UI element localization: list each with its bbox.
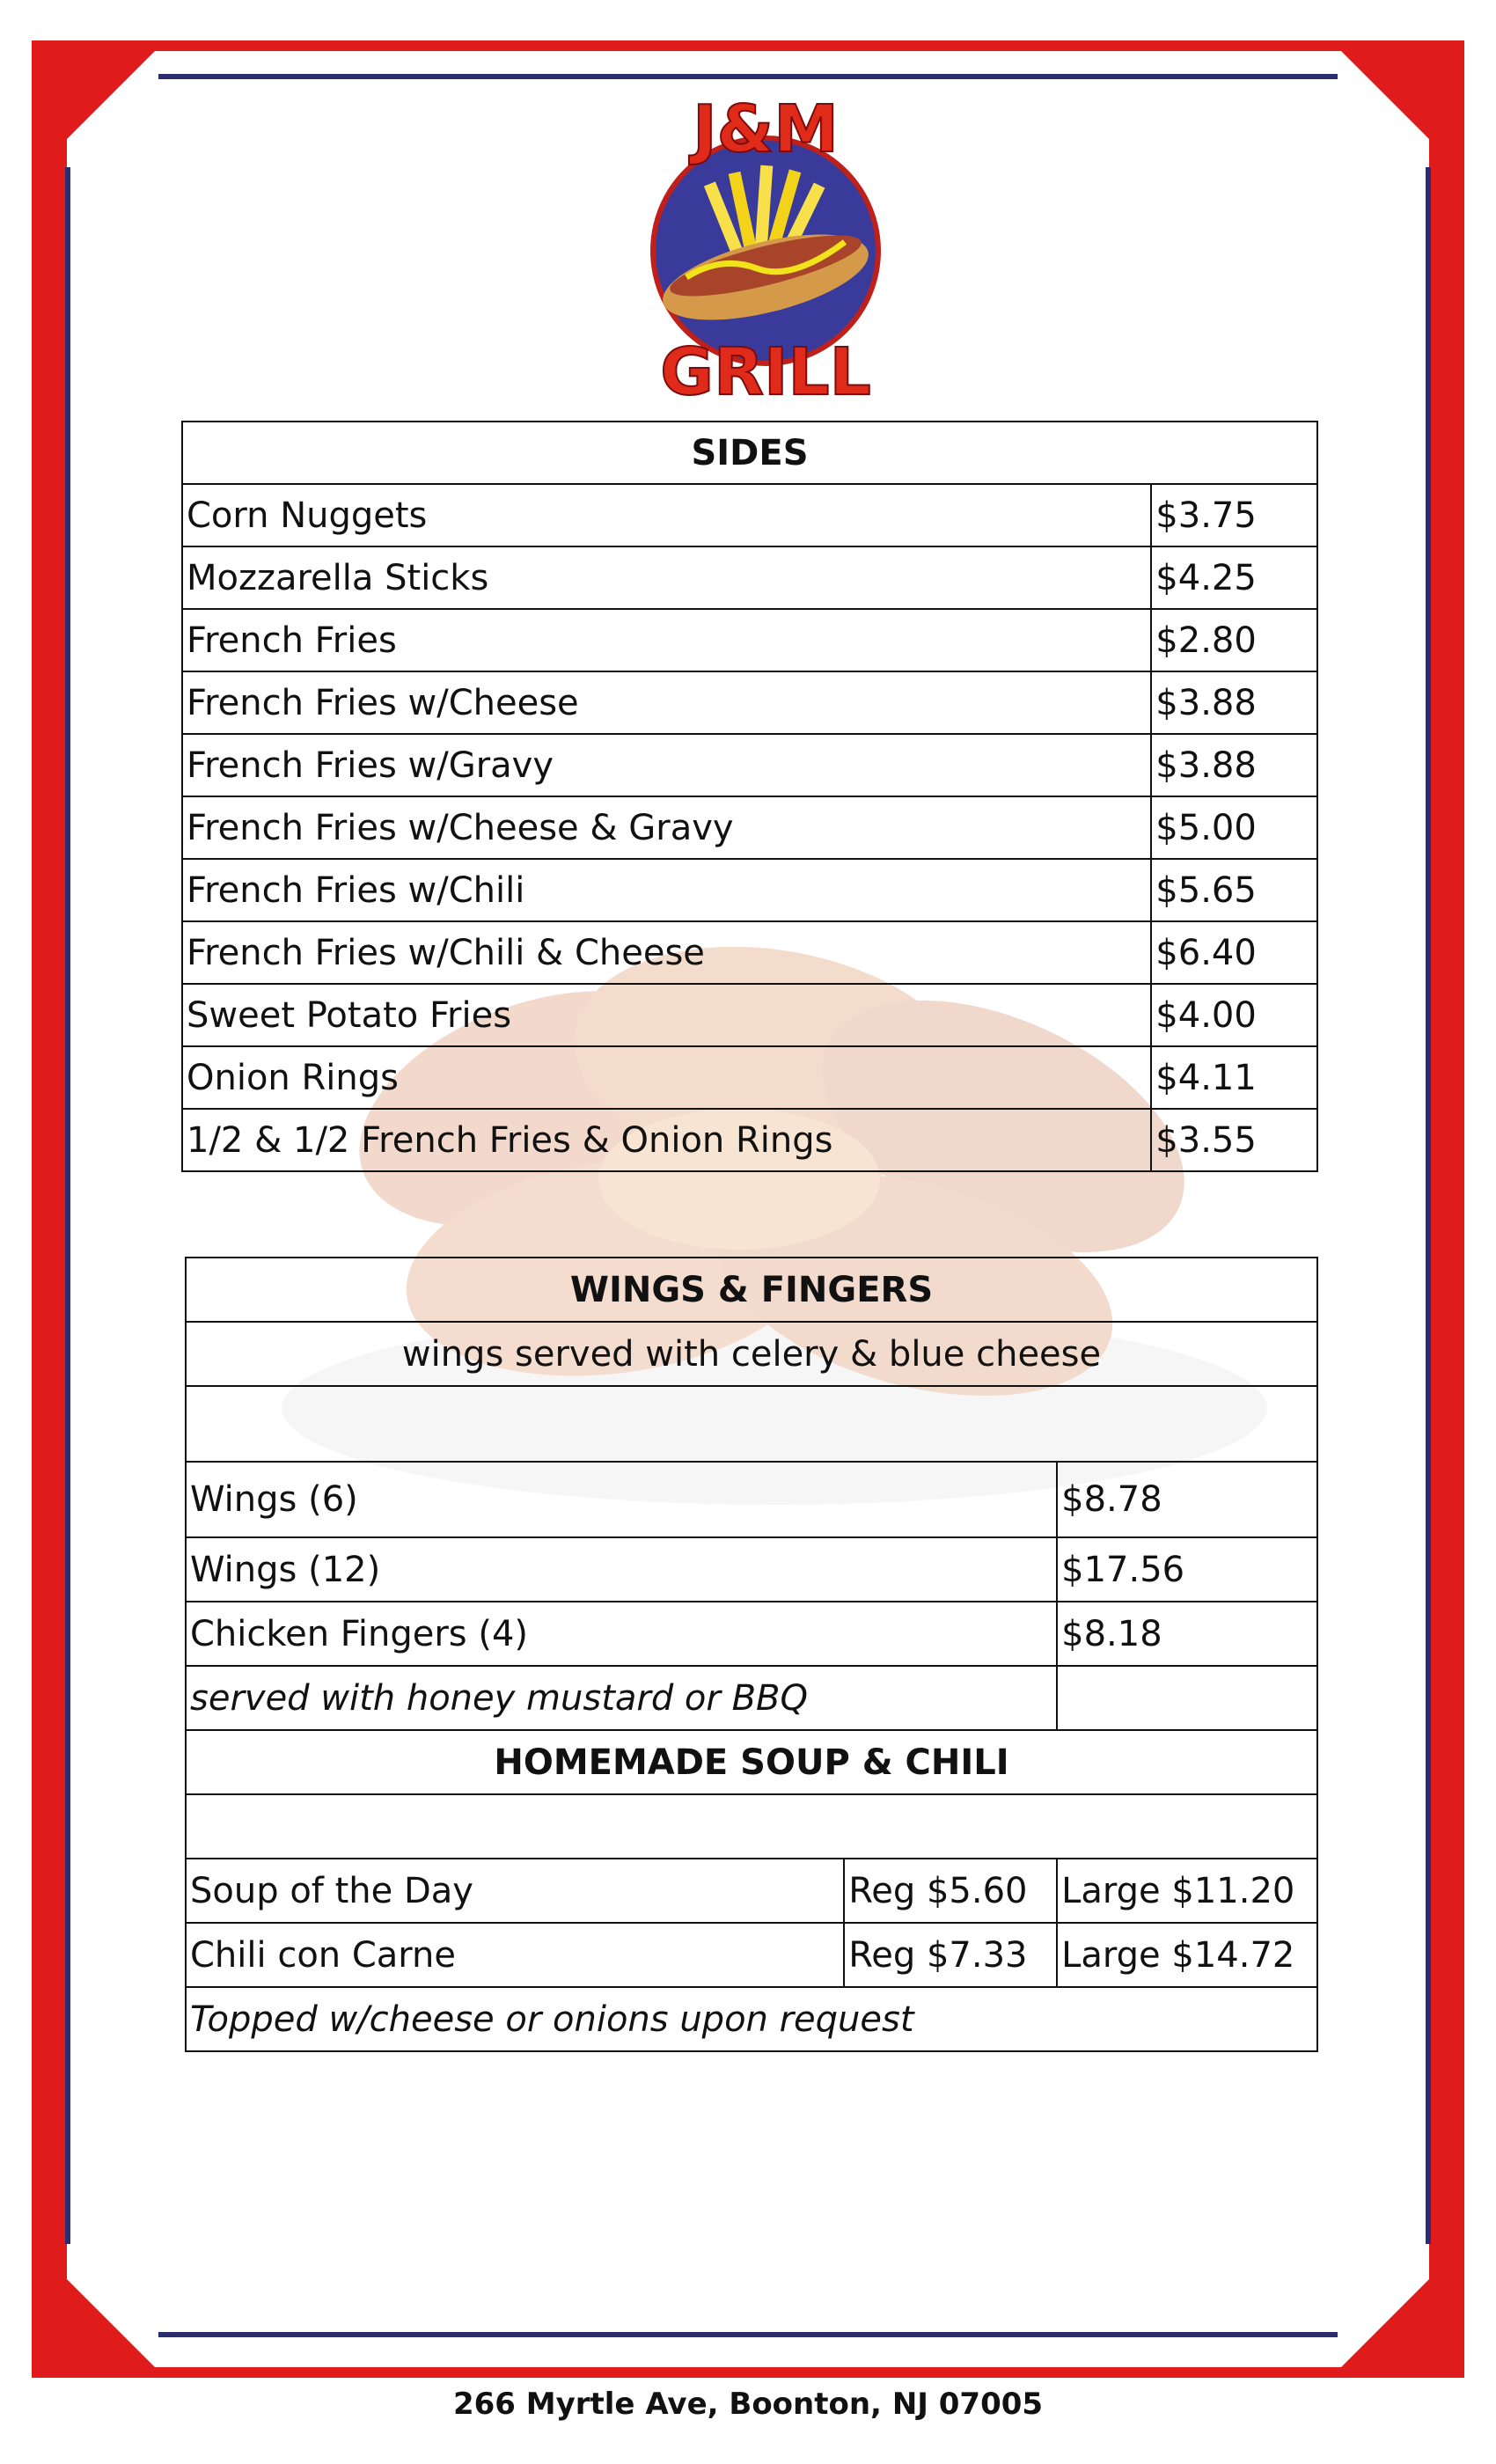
logo-text-bottom: GRILL bbox=[660, 334, 871, 405]
item-price-large: Large $11.20 bbox=[1057, 1859, 1317, 1923]
navy-top-line bbox=[158, 74, 1338, 79]
item-price: $3.88 bbox=[1151, 734, 1317, 796]
footer-address: 266 Myrtle Ave, Boonton, NJ 07005 bbox=[452, 2387, 1044, 2422]
item-price: $3.55 bbox=[1151, 1109, 1317, 1171]
empty-cell bbox=[1057, 1666, 1317, 1730]
item-price: $4.25 bbox=[1151, 546, 1317, 609]
blank-row bbox=[186, 1386, 1317, 1462]
sides-table bbox=[181, 421, 1318, 1172]
soup-item-row bbox=[186, 1859, 1317, 1923]
blank-row bbox=[186, 1794, 1317, 1859]
blank-cell bbox=[186, 1386, 1317, 1462]
item-name: French Fries w/Chili & Cheese bbox=[182, 921, 1151, 984]
item-name: Onion Rings bbox=[182, 1046, 1151, 1109]
menu-item-row bbox=[182, 671, 1317, 734]
navy-bottom-line bbox=[158, 2332, 1338, 2337]
navy-right-line bbox=[1426, 167, 1431, 2244]
soup-note: Topped w/cheese or onions upon request bbox=[186, 1987, 1317, 2051]
item-name: Corn Nuggets bbox=[182, 484, 1151, 546]
menu-item-row bbox=[186, 1462, 1317, 1537]
menu-item-row bbox=[182, 1109, 1317, 1171]
wings-subtitle: wings served with celery & blue cheese bbox=[186, 1322, 1317, 1386]
note-row bbox=[186, 1987, 1317, 2051]
menu-item-row bbox=[182, 984, 1317, 1046]
menu-item-row bbox=[182, 484, 1317, 546]
item-price: $3.88 bbox=[1151, 671, 1317, 734]
item-name: Sweet Potato Fries bbox=[182, 984, 1151, 1046]
wings-soup-table bbox=[185, 1257, 1318, 2052]
item-price-regular: Reg $7.33 bbox=[844, 1923, 1057, 1987]
item-name: Wings (6) bbox=[186, 1462, 1057, 1537]
navy-left-line bbox=[65, 167, 70, 2244]
item-price: $6.40 bbox=[1151, 921, 1317, 984]
item-name: Wings (12) bbox=[186, 1537, 1057, 1602]
menu-item-row bbox=[182, 1046, 1317, 1109]
wings-title: WINGS & FINGERS bbox=[186, 1258, 1317, 1322]
item-price: $2.80 bbox=[1151, 609, 1317, 671]
menu-item-row bbox=[182, 734, 1317, 796]
blank-cell bbox=[186, 1794, 1317, 1859]
item-price: $5.00 bbox=[1151, 796, 1317, 859]
menu-item-row bbox=[182, 859, 1317, 921]
item-price: $4.11 bbox=[1151, 1046, 1317, 1109]
menu-item-row bbox=[182, 546, 1317, 609]
note-row bbox=[186, 1666, 1317, 1730]
item-name: French Fries w/Cheese & Gravy bbox=[182, 796, 1151, 859]
soup-title: HOMEMADE SOUP & CHILI bbox=[186, 1730, 1317, 1794]
item-price-large: Large $14.72 bbox=[1057, 1923, 1317, 1987]
jm-grill-logo bbox=[634, 97, 898, 405]
item-name: French Fries w/Gravy bbox=[182, 734, 1151, 796]
logo-text-top: J&M bbox=[693, 97, 839, 167]
item-price: $8.18 bbox=[1057, 1602, 1317, 1666]
menu-item-row bbox=[186, 1602, 1317, 1666]
wings-subtitle-row bbox=[186, 1322, 1317, 1386]
soup-header-row bbox=[186, 1730, 1317, 1794]
item-price: $4.00 bbox=[1151, 984, 1317, 1046]
item-name: 1/2 & 1/2 French Fries & Onion Rings bbox=[182, 1109, 1151, 1171]
menu-item-row bbox=[182, 796, 1317, 859]
menu-item-row bbox=[186, 1537, 1317, 1602]
menu-item-row bbox=[182, 609, 1317, 671]
menu-item-row bbox=[182, 921, 1317, 984]
item-price-regular: Reg $5.60 bbox=[844, 1859, 1057, 1923]
sides-header-row bbox=[182, 422, 1317, 484]
item-name: Chili con Carne bbox=[186, 1923, 844, 1987]
item-name: French Fries w/Cheese bbox=[182, 671, 1151, 734]
item-price: $8.78 bbox=[1057, 1462, 1317, 1537]
item-price: $5.65 bbox=[1151, 859, 1317, 921]
item-name: Mozzarella Sticks bbox=[182, 546, 1151, 609]
item-price: $3.75 bbox=[1151, 484, 1317, 546]
item-name: French Fries bbox=[182, 609, 1151, 671]
item-price: $17.56 bbox=[1057, 1537, 1317, 1602]
wings-header-row bbox=[186, 1258, 1317, 1322]
item-name: French Fries w/Chili bbox=[182, 859, 1151, 921]
wings-note: served with honey mustard or BBQ bbox=[186, 1666, 1057, 1730]
soup-item-row bbox=[186, 1923, 1317, 1987]
item-name: Soup of the Day bbox=[186, 1859, 844, 1923]
sides-title: SIDES bbox=[182, 422, 1317, 484]
item-name: Chicken Fingers (4) bbox=[186, 1602, 1057, 1666]
